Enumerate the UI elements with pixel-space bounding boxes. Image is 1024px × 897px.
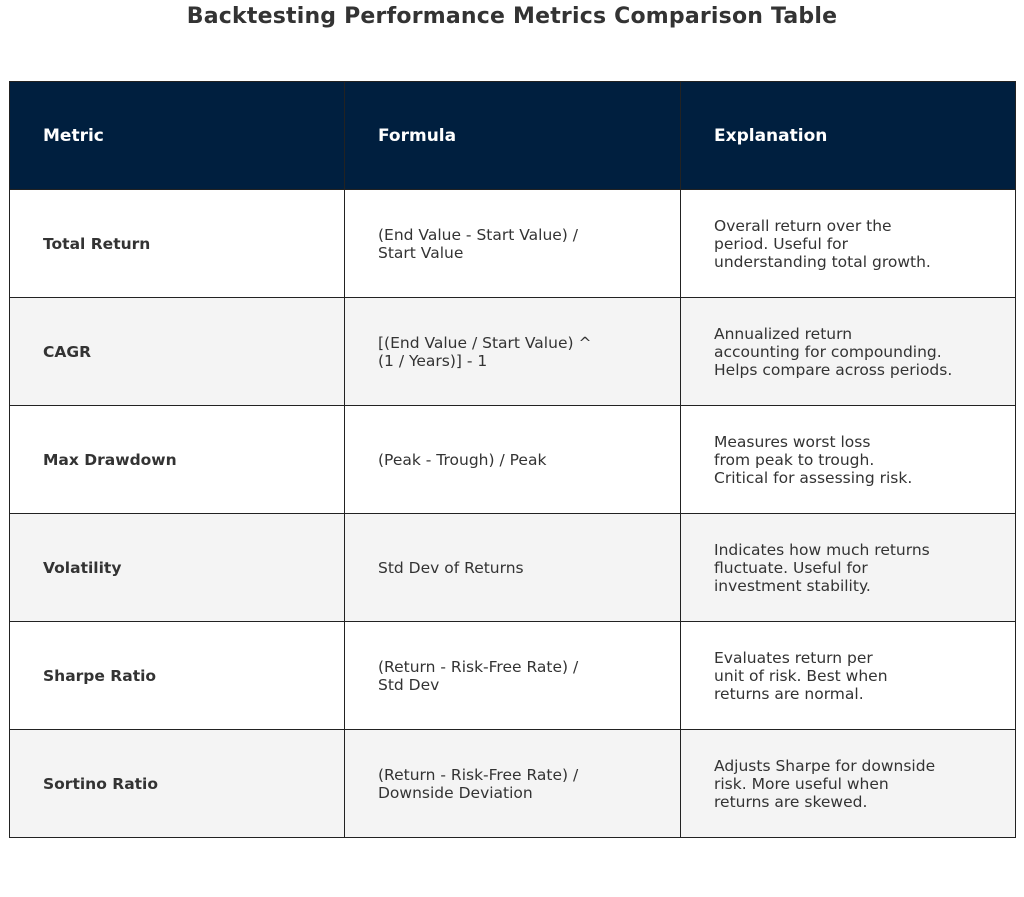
table-row [10,514,1016,622]
formula-cell: (Peak - Trough) / Peak [345,406,681,514]
formula-cell: [(End Value / Start Value) ^ (1 / Years)] - 1 [345,298,681,406]
explanation-cell: Measures worst loss from peak to trough. Critical for assessing risk. [681,406,1016,514]
explanation-cell: Evaluates return per unit of risk. Best when returns are normal. [681,622,1016,730]
formula-cell: (Return - Risk-Free Rate) / Downside Deviation [345,730,681,838]
formula-cell: (Return - Risk-Free Rate) / Std Dev [345,622,681,730]
table-row [10,298,1016,406]
explanation-cell: Overall return over the period. Useful for understanding total growth. [681,190,1016,298]
metric-cell: Max Drawdown [10,406,345,514]
column-header-explanation: Explanation [681,82,1016,190]
table-row [10,730,1016,838]
metric-cell: Volatility [10,514,345,622]
formula-cell: Std Dev of Returns [345,514,681,622]
column-header-metric: Metric [10,82,345,190]
explanation-cell: Adjusts Sharpe for downside risk. More useful when returns are skewed. [681,730,1016,838]
table-row [10,406,1016,514]
table-row [10,622,1016,730]
metric-cell: Sortino Ratio [10,730,345,838]
metric-cell: Total Return [10,190,345,298]
metric-cell: CAGR [10,298,345,406]
explanation-cell: Annualized return accounting for compounding. Helps compare across periods. [681,298,1016,406]
explanation-cell: Indicates how much returns fluctuate. Useful for investment stability. [681,514,1016,622]
table-header-row [10,82,1016,190]
formula-cell: (End Value - Start Value) / Start Value [345,190,681,298]
chart-title: Backtesting Performance Metrics Comparison Table [186,4,838,29]
table-row [10,190,1016,298]
column-header-formula: Formula [345,82,681,190]
metric-cell: Sharpe Ratio [10,622,345,730]
metrics-table [9,81,1016,838]
